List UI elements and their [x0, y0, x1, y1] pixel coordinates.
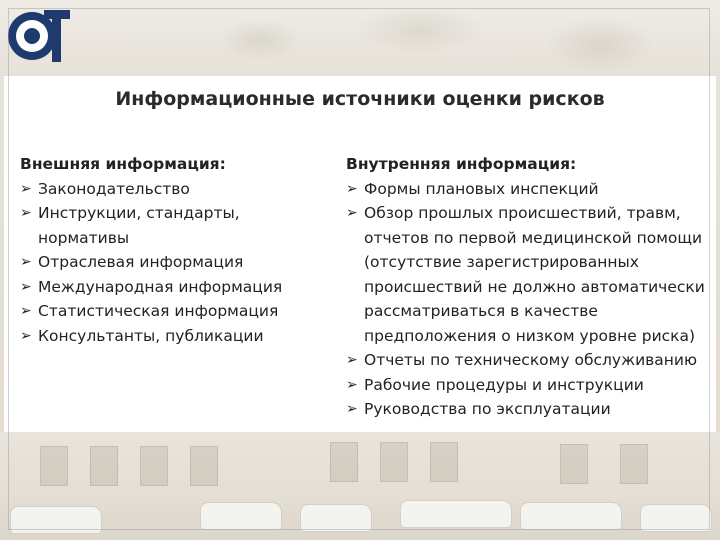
arrow-bullet-icon: ➢ [20, 278, 32, 295]
internal-info-column [346, 152, 706, 422]
list-item-line: Руководства по эксплуатации [364, 400, 611, 418]
list-item [20, 275, 320, 300]
list-item-line: Международная информация [38, 277, 283, 296]
list-item [346, 397, 706, 422]
list-item [346, 201, 706, 348]
list-item-line: Формы плановых инспекций [364, 179, 599, 198]
list-item [20, 250, 320, 275]
list-item [20, 177, 320, 202]
list-item [20, 299, 320, 324]
external-info-heading: Внешняя информация: [20, 155, 226, 173]
list-item [20, 201, 320, 250]
list-item-line: Отчеты по техническому обслуживанию [364, 351, 698, 369]
list-item-line: рассматриваться в качестве [364, 302, 598, 320]
arrow-bullet-icon: ➢ [20, 327, 32, 344]
arrow-bullet-icon: ➢ [346, 180, 358, 197]
arrow-bullet-icon: ➢ [20, 303, 32, 319]
internal-info-heading: Внутренняя информация: [346, 155, 577, 173]
list-item-line: Рабочие процедуры и инструкции [364, 375, 644, 394]
list-item [346, 177, 706, 202]
list-item-line: Инструкции, стандарты, [38, 204, 240, 222]
arrow-bullet-icon: ➢ [20, 180, 32, 197]
list-item [346, 373, 706, 398]
list-item-line: Консультанты, публикации [38, 326, 264, 345]
list-item-line: Отраслевая информация [38, 253, 244, 271]
list-item-line: Законодательство [38, 179, 190, 198]
list-item-line: Обзор прошлых происшествий, травм, [364, 204, 681, 222]
list-item [346, 348, 706, 373]
slide-title: Информационные источники оценки рисков [115, 88, 605, 110]
list-item-line: (отсутствие зарегистрированных [364, 253, 639, 271]
list-item [20, 324, 320, 349]
arrow-bullet-icon: ➢ [20, 205, 32, 221]
arrow-bullet-icon: ➢ [20, 254, 32, 270]
external-info-list [20, 177, 320, 349]
external-info-column [20, 152, 320, 348]
list-item-line: предположения о низком уровне риска) [364, 326, 696, 345]
internal-info-list [346, 177, 706, 422]
list-item-line: происшествий не должно автоматически [364, 277, 705, 296]
list-item-line: отчетов по первой медицинской помощи [364, 228, 703, 247]
arrow-bullet-icon: ➢ [346, 205, 358, 221]
arrow-bullet-icon: ➢ [346, 376, 358, 393]
list-item-line: нормативы [38, 228, 130, 247]
arrow-bullet-icon: ➢ [346, 352, 358, 368]
list-item-line: Статистическая информация [38, 302, 279, 320]
arrow-bullet-icon: ➢ [346, 401, 358, 417]
